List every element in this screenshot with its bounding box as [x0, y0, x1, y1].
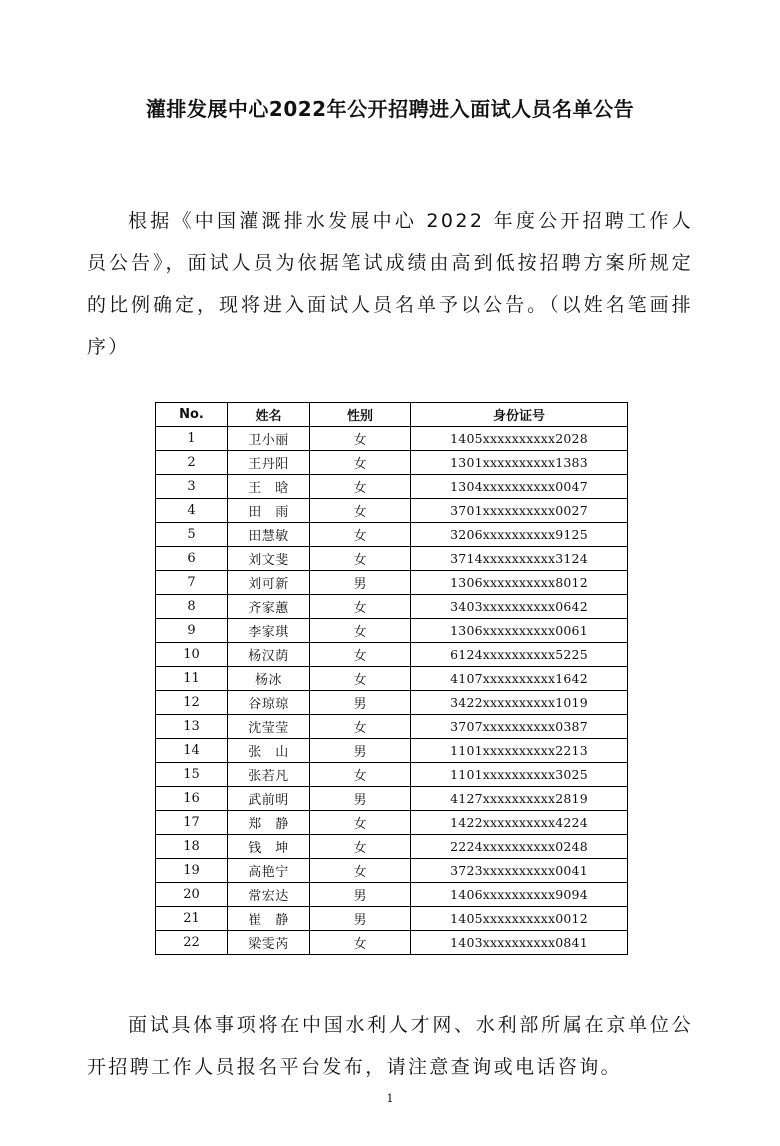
row-number-cell: 11 — [156, 667, 228, 691]
id-number-cell: 6124xxxxxxxxxx5225 — [411, 643, 628, 667]
header-gender: 性别 — [310, 403, 411, 427]
table-row — [156, 811, 628, 835]
header-no: No. — [156, 403, 228, 427]
table-row — [156, 595, 628, 619]
id-number-cell: 1405xxxxxxxxxx0012 — [411, 907, 628, 931]
table-row — [156, 427, 628, 451]
gender-cell: 女 — [310, 667, 411, 691]
gender-cell: 女 — [310, 547, 411, 571]
id-number-cell: 1405xxxxxxxxxx2028 — [411, 427, 628, 451]
id-number-cell: 3422xxxxxxxxxx1019 — [411, 691, 628, 715]
table-row — [156, 571, 628, 595]
row-number-cell: 7 — [156, 571, 228, 595]
gender-cell: 女 — [310, 931, 411, 955]
row-number-cell: 17 — [156, 811, 228, 835]
name-cell: 沈莹莹 — [228, 715, 310, 739]
table-row — [156, 739, 628, 763]
table-row — [156, 859, 628, 883]
page-number: 1 — [386, 1092, 394, 1105]
id-number-cell: 1101xxxxxxxxxx3025 — [411, 763, 628, 787]
row-number-cell: 19 — [156, 859, 228, 883]
row-number-cell: 18 — [156, 835, 228, 859]
gender-cell: 男 — [310, 739, 411, 763]
row-number-cell: 10 — [156, 643, 228, 667]
name-cell: 郑 静 — [228, 811, 310, 835]
gender-cell: 男 — [310, 907, 411, 931]
id-number-cell: 1422xxxxxxxxxx4224 — [411, 811, 628, 835]
name-cell: 田 雨 — [228, 499, 310, 523]
row-number-cell: 4 — [156, 499, 228, 523]
name-cell: 卫小丽 — [228, 427, 310, 451]
id-number-cell: 1306xxxxxxxxxx0061 — [411, 619, 628, 643]
page-title: 灌排发展中心2022年公开招聘进入面试人员名单公告 — [145, 97, 635, 121]
row-number-cell: 20 — [156, 883, 228, 907]
row-number-cell: 8 — [156, 595, 228, 619]
intro-paragraph: 根据《中国灌溉排水发展中心 2022 年度公开招聘工作人员公告》，面试人员为依据笔试成绩由高到低按招聘方案所规定的比例确定，现将进入面试人员名单予以公告。（以姓名笔画排序） — [87, 210, 693, 358]
id-number-cell: 3723xxxxxxxxxx0041 — [411, 859, 628, 883]
id-number-cell: 1304xxxxxxxxxx0047 — [411, 475, 628, 499]
gender-cell: 女 — [310, 595, 411, 619]
id-number-cell: 1406xxxxxxxxxx9094 — [411, 883, 628, 907]
gender-cell: 女 — [310, 451, 411, 475]
interviewee-table — [155, 402, 628, 955]
table-row — [156, 619, 628, 643]
name-cell: 杨冰 — [228, 667, 310, 691]
id-number-cell: 1101xxxxxxxxxx2213 — [411, 739, 628, 763]
name-cell: 谷琼琼 — [228, 691, 310, 715]
name-cell: 李家琪 — [228, 619, 310, 643]
gender-cell: 男 — [310, 883, 411, 907]
id-number-cell: 4127xxxxxxxxxx2819 — [411, 787, 628, 811]
row-number-cell: 22 — [156, 931, 228, 955]
row-number-cell: 13 — [156, 715, 228, 739]
table-row — [156, 787, 628, 811]
id-number-cell: 3206xxxxxxxxxx9125 — [411, 523, 628, 547]
name-cell: 张若凡 — [228, 763, 310, 787]
gender-cell: 女 — [310, 811, 411, 835]
name-cell: 齐家蕙 — [228, 595, 310, 619]
name-cell: 刘文斐 — [228, 547, 310, 571]
table-row — [156, 451, 628, 475]
id-number-cell: 1306xxxxxxxxxx8012 — [411, 571, 628, 595]
name-cell: 张 山 — [228, 739, 310, 763]
row-number-cell: 2 — [156, 451, 228, 475]
row-number-cell: 15 — [156, 763, 228, 787]
table-row — [156, 691, 628, 715]
gender-cell: 女 — [310, 427, 411, 451]
row-number-cell: 1 — [156, 427, 228, 451]
gender-cell: 男 — [310, 691, 411, 715]
row-number-cell: 9 — [156, 619, 228, 643]
closing-paragraph: 面试具体事项将在中国水利人才网、水利部所属在京单位公开招聘工作人员报名平台发布，请注意查询或电话咨询。 — [87, 1014, 693, 1078]
row-number-cell: 14 — [156, 739, 228, 763]
row-number-cell: 21 — [156, 907, 228, 931]
table-row — [156, 475, 628, 499]
table-row — [156, 667, 628, 691]
name-cell: 钱 坤 — [228, 835, 310, 859]
table-row — [156, 763, 628, 787]
table-row — [156, 715, 628, 739]
header-name: 姓名 — [228, 403, 310, 427]
gender-cell: 女 — [310, 715, 411, 739]
id-number-cell: 4107xxxxxxxxxx1642 — [411, 667, 628, 691]
name-cell: 崔 静 — [228, 907, 310, 931]
name-cell: 王丹阳 — [228, 451, 310, 475]
table-row — [156, 547, 628, 571]
name-cell: 田慧敏 — [228, 523, 310, 547]
gender-cell: 女 — [310, 763, 411, 787]
row-number-cell: 3 — [156, 475, 228, 499]
gender-cell: 男 — [310, 787, 411, 811]
row-number-cell: 16 — [156, 787, 228, 811]
header-id-number: 身份证号 — [411, 403, 628, 427]
gender-cell: 女 — [310, 523, 411, 547]
id-number-cell: 1301xxxxxxxxxx1383 — [411, 451, 628, 475]
id-number-cell: 3701xxxxxxxxxx0027 — [411, 499, 628, 523]
row-number-cell: 6 — [156, 547, 228, 571]
id-number-cell: 2224xxxxxxxxxx0248 — [411, 835, 628, 859]
table-row — [156, 931, 628, 955]
table-row — [156, 883, 628, 907]
id-number-cell: 3707xxxxxxxxxx0387 — [411, 715, 628, 739]
table-row — [156, 523, 628, 547]
table-header-row — [156, 403, 628, 427]
row-number-cell: 5 — [156, 523, 228, 547]
name-cell: 刘可新 — [228, 571, 310, 595]
name-cell: 武前明 — [228, 787, 310, 811]
name-cell: 高艳宁 — [228, 859, 310, 883]
table-row — [156, 907, 628, 931]
gender-cell: 女 — [310, 499, 411, 523]
name-cell: 王 晗 — [228, 475, 310, 499]
table-row — [156, 643, 628, 667]
table-row — [156, 835, 628, 859]
id-number-cell: 3403xxxxxxxxxx0642 — [411, 595, 628, 619]
gender-cell: 女 — [310, 643, 411, 667]
name-cell: 常宏达 — [228, 883, 310, 907]
gender-cell: 女 — [310, 859, 411, 883]
name-cell: 杨汉荫 — [228, 643, 310, 667]
gender-cell: 女 — [310, 475, 411, 499]
gender-cell: 男 — [310, 571, 411, 595]
row-number-cell: 12 — [156, 691, 228, 715]
name-cell: 梁雯芮 — [228, 931, 310, 955]
gender-cell: 女 — [310, 835, 411, 859]
table-row — [156, 499, 628, 523]
gender-cell: 女 — [310, 619, 411, 643]
id-number-cell: 3714xxxxxxxxxx3124 — [411, 547, 628, 571]
table-body — [156, 427, 628, 955]
id-number-cell: 1403xxxxxxxxxx0841 — [411, 931, 628, 955]
